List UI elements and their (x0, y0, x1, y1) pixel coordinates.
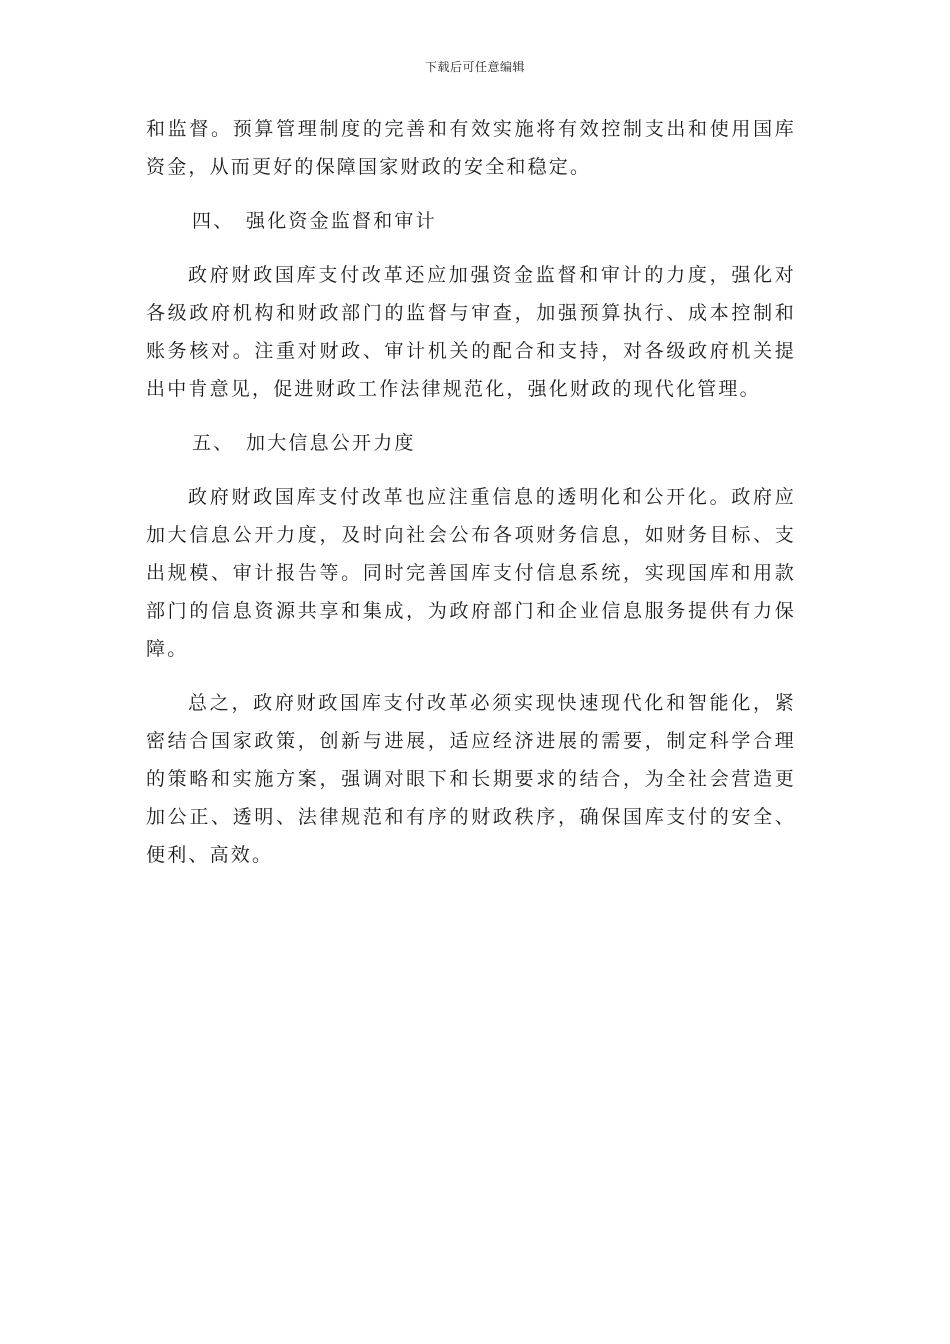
section-heading-4 (146, 202, 796, 240)
section-heading-5 (146, 424, 796, 462)
paragraph-conclusion: 总之，政府财政国库支付改革必须实现快速现代化和智能化，紧密结合国家政策，创新与进展，适应经济进展的需要，制定科学合理的策略和实施方案，强调对眼下和长期要求的结合，为全社会营造更加公正、透明、法律规范和有序的财政秩序，确保国库支付的安全、便利、高效。 (146, 692, 796, 866)
section-number: 四、 (192, 210, 235, 232)
section-number: 五、 (192, 432, 235, 454)
section-title: 加大信息公开力度 (246, 432, 416, 454)
header-note: 下载后可任意编辑 (424, 60, 525, 74)
paragraph-disclosure: 政府财政国库支付改革也应注重信息的透明化和公开化。政府应加大信息公开力度，及时向社会公布各项财务信息，如财务目标、支出规模、审计报告等。同时完善国库支付信息系统，实现国库和用款部门的信息资源共享和集成，为政府部门和企业信息服务提供有力保障。 (146, 486, 796, 660)
paragraph-continuation: 和监督。预算管理制度的完善和有效实施将有效控制支出和使用国库资金，从而更好的保障国家财政的安全和稳定。 (146, 118, 796, 178)
document-body (146, 110, 796, 874)
paragraph-audit: 政府财政国库支付改革还应加强资金监督和审计的力度，强化对各级政府机构和财政部门的监督与审查，加强预算执行、成本控制和账务核对。注重对财政、审计机关的配合和支持，对各级政府机关提出中肯意见，促进财政工作法律规范化，强化财政的现代化管理。 (146, 264, 796, 400)
section-title: 强化资金监督和审计 (246, 210, 437, 232)
